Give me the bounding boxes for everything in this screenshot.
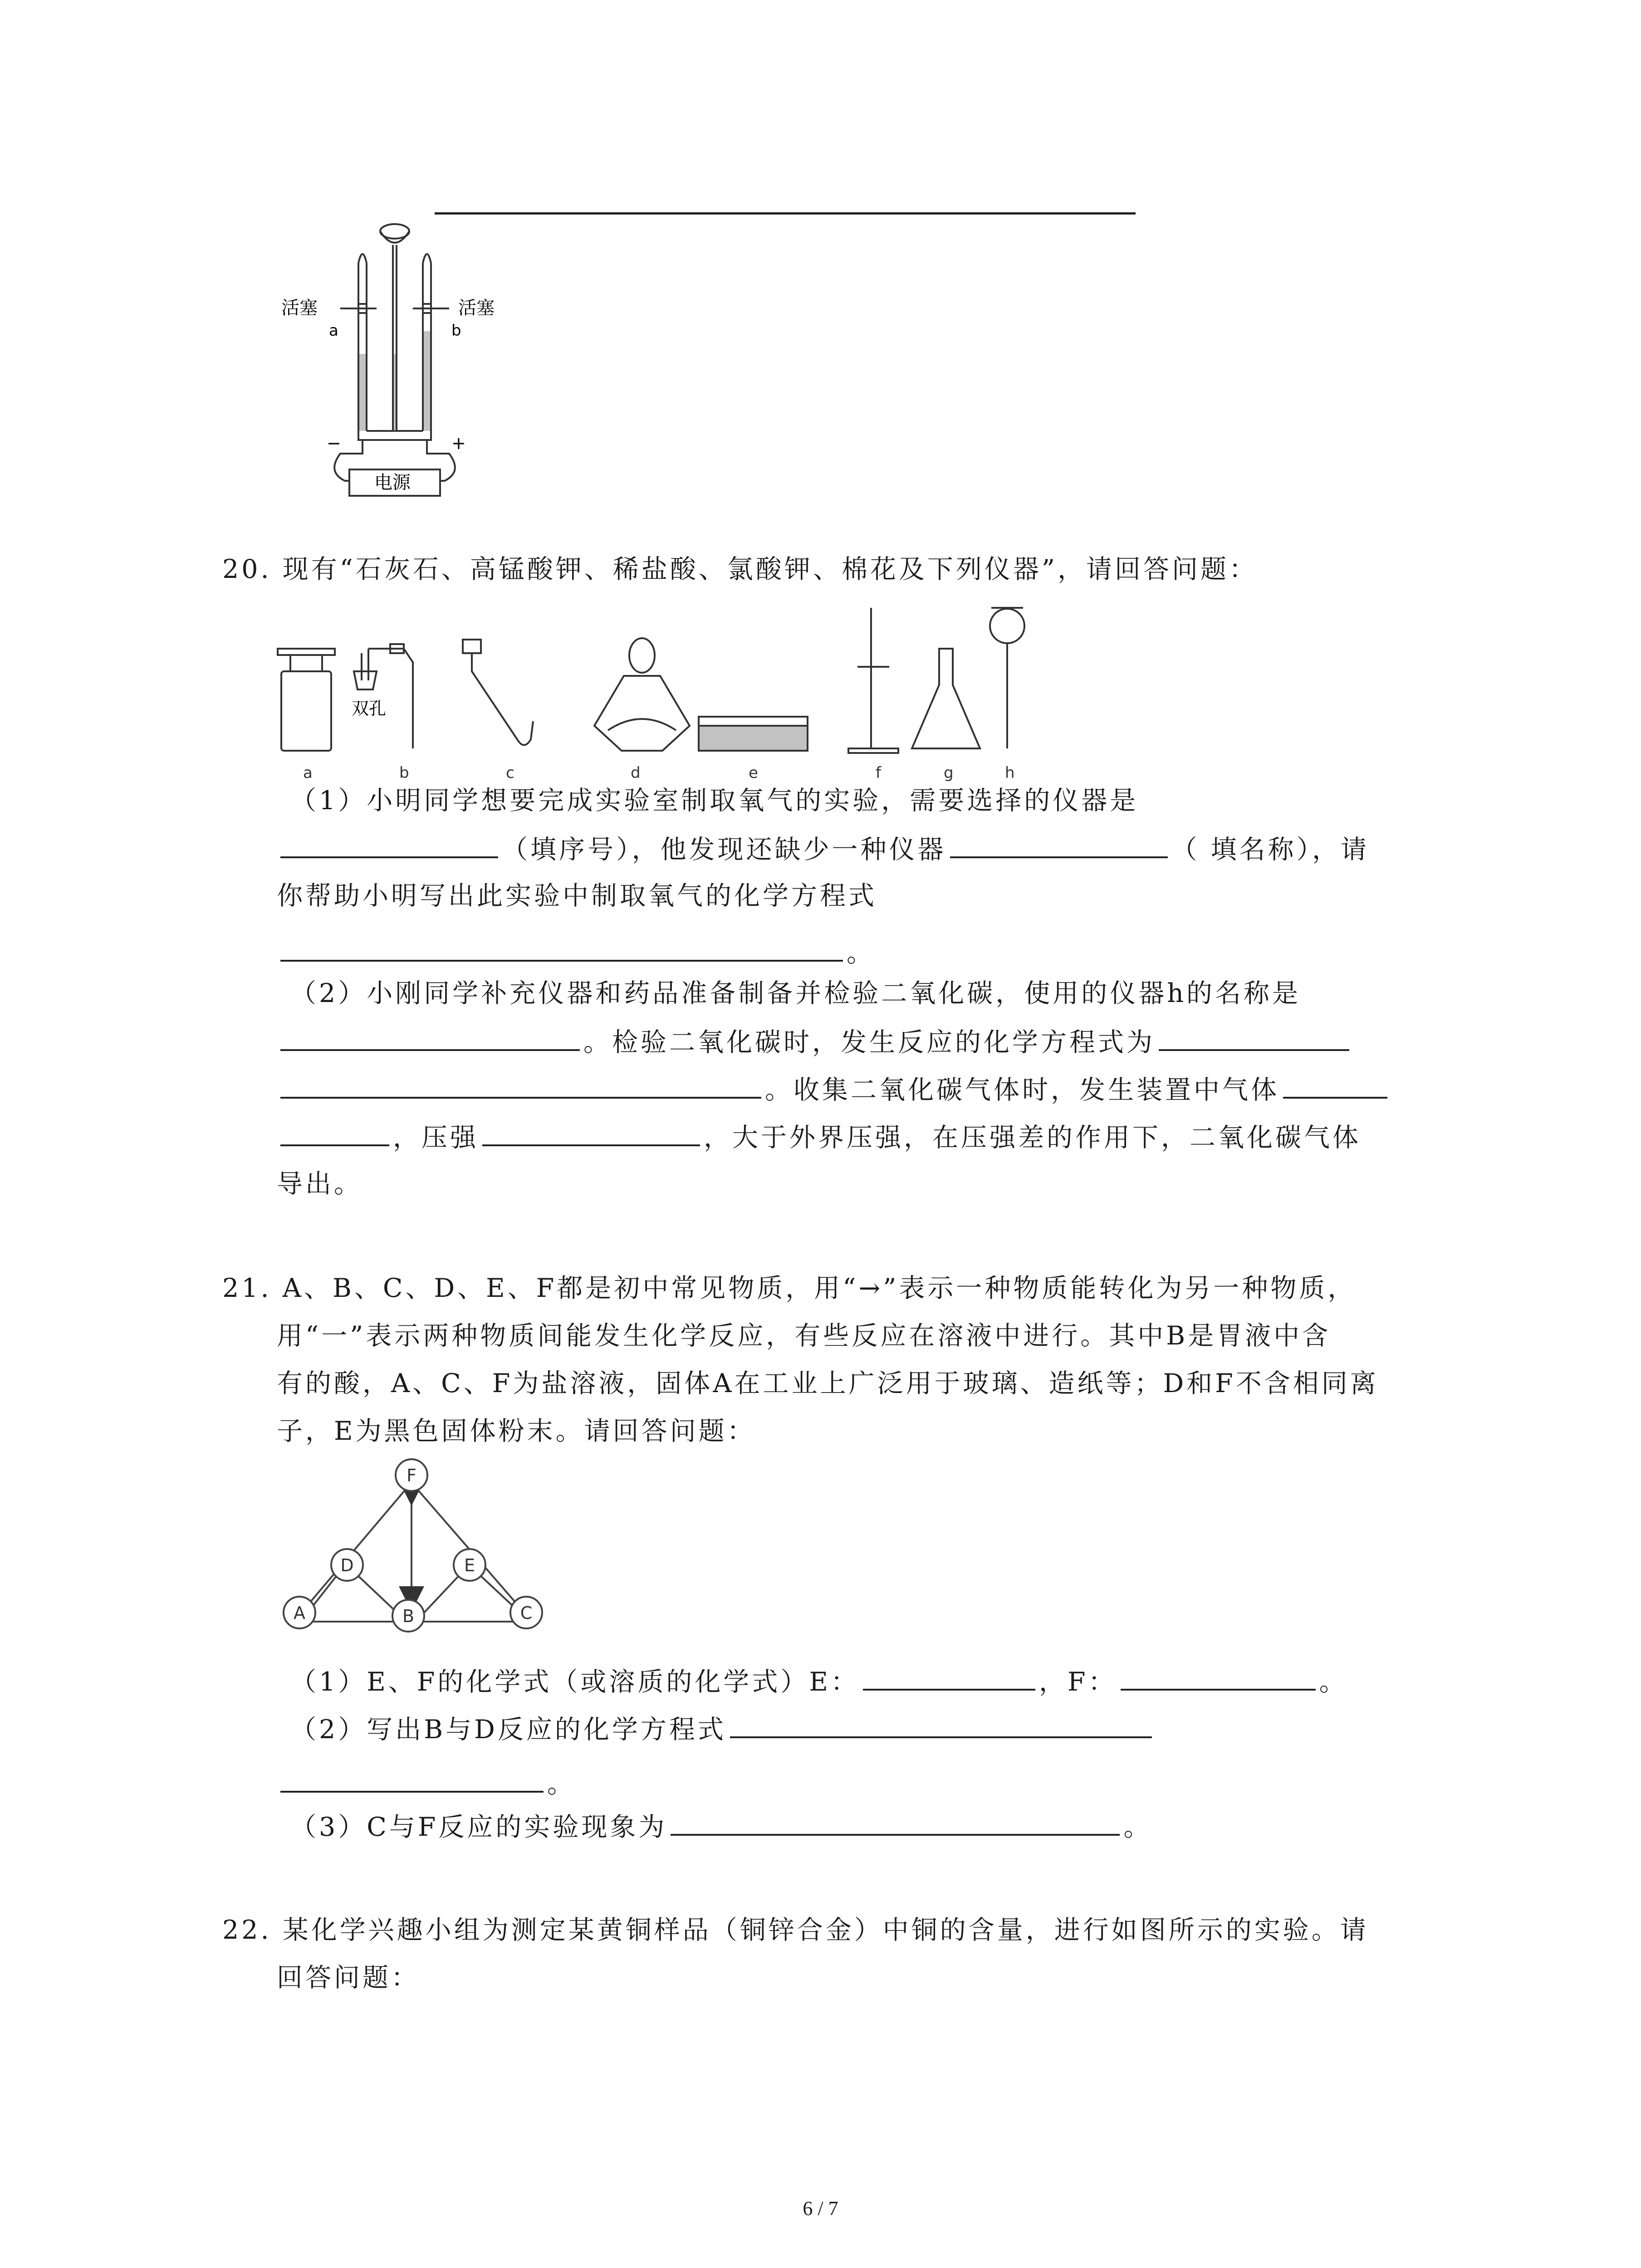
q21-sub2-line2 <box>277 1765 576 1802</box>
blank-gas-change-a <box>1283 1070 1387 1099</box>
q20-part1-line3: 你帮助小明写出此实验中制取氧气的化学方程式 <box>277 881 877 911</box>
blank-instrument-numbers <box>280 830 498 858</box>
q21-s1-b: ，F： <box>1039 1667 1117 1697</box>
q21-stem-line4: 子，E为黑色固体粉末。请回答问题： <box>277 1416 756 1446</box>
q22-number: 22. <box>222 1915 272 1945</box>
blank-E-formula <box>863 1662 1035 1691</box>
q20-p1-l2a: （填序号），他发现还缺少一种仪器 <box>502 835 946 865</box>
q20-p2-l3: 。收集二氧化碳气体时，发生装置中气体 <box>765 1075 1279 1105</box>
node-A: A <box>294 1603 305 1623</box>
blank-C-F-phenomenon <box>671 1808 1120 1836</box>
q22-stem-l1: 某化学兴趣小组为测定某黄铜样品（铜锌合金）中铜的含量，进行如图所示的实验。请 <box>282 1915 1369 1945</box>
node-C: C <box>520 1603 533 1623</box>
q20-p1-l4-end: 。 <box>847 938 875 968</box>
tube-a-label: a <box>329 322 338 340</box>
double-hole-label: 双孔 <box>352 699 387 719</box>
q20-p1-l2b: （ 填名称），请 <box>1171 835 1370 865</box>
q21-s3-a: （3）C与F反应的实验现象为 <box>290 1812 667 1842</box>
blank-B-D-equation-b <box>280 1765 544 1793</box>
q20-part2-line5: 导出。 <box>277 1169 362 1199</box>
blank-instrument-h-name <box>280 1023 580 1051</box>
blank-co2-test-equation-b <box>280 1070 761 1099</box>
apparatus-label-b: b <box>399 764 409 782</box>
q20-p2-l2: 。检验二氧化碳时，发生反应的化学方程式为 <box>583 1027 1155 1057</box>
valve-right-label: 活塞 <box>458 298 495 318</box>
valve-left-label: 活塞 <box>281 298 318 318</box>
power-label: 电源 <box>374 472 411 493</box>
apparatus-label-e: e <box>749 764 758 782</box>
plus-label: + <box>451 433 466 453</box>
q20-part2-line2 <box>277 1023 1353 1061</box>
page-number: 6 / 7 <box>803 2197 838 2219</box>
q21-sub2-line <box>290 1710 1156 1748</box>
blank-missing-instrument <box>950 830 1168 858</box>
q21-stem-line2: 用“一”表示两种物质间能发生化学反应，有些反应在溶液中进行。其中B是胃液中含 <box>277 1321 1331 1351</box>
q20-number: 20. <box>222 554 272 584</box>
minus-label: − <box>327 433 341 453</box>
q21-s1-a: （1）E、F的化学式（或溶质的化学式）E： <box>290 1667 860 1697</box>
q21-sub1-line <box>290 1662 1348 1700</box>
apparatus-label-f: f <box>876 764 881 782</box>
q21-stem-line1 <box>222 1270 1356 1306</box>
q20-part2-line1: （2）小刚同学补充仪器和药品准备制备并检验二氧化碳，使用的仪器h的名称是 <box>290 978 1301 1008</box>
node-F: F <box>407 1466 416 1486</box>
q20-part1-line2 <box>277 830 1369 868</box>
q20-stem: 现有“石灰石、高锰酸钾、稀盐酸、氯酸钾、棉花及下列仪器”，请回答问题： <box>282 554 1258 584</box>
q20-part2-line4 <box>277 1118 1361 1156</box>
q20-part1-line1: （1）小明同学想要完成实验室制取氧气的实验，需要选择的仪器是 <box>290 786 1139 816</box>
answer-blank-top <box>435 212 1136 215</box>
q21-s2-a: （2）写出B与D反应的化学方程式 <box>290 1715 726 1745</box>
apparatus-label-g: g <box>944 764 954 782</box>
apparatus-label-a: a <box>303 764 313 782</box>
q20-stem-line <box>222 551 1258 587</box>
q21-sub3-line <box>290 1808 1152 1845</box>
apparatus-label-c: c <box>506 764 514 782</box>
q22-stem-line1 <box>222 1912 1369 1948</box>
node-B: B <box>402 1606 415 1626</box>
tube-b-label: b <box>451 322 461 340</box>
q20-part1-line4 <box>277 934 875 971</box>
q21-s1-c: 。 <box>1319 1667 1348 1697</box>
apparatus-label-h: h <box>1005 764 1015 782</box>
substance-relation-diagram <box>272 1452 563 1642</box>
node-D: D <box>340 1555 354 1575</box>
electrolysis-apparatus-figure <box>272 218 499 499</box>
q20-p2-l4a: ，压强 <box>393 1123 479 1153</box>
blank-F-formula <box>1121 1662 1316 1691</box>
q20-part2-line3 <box>277 1070 1391 1108</box>
q21-s2-end: 。 <box>547 1769 576 1799</box>
q21-s3-end: 。 <box>1123 1812 1152 1842</box>
apparatus-label-d: d <box>631 764 641 782</box>
blank-oxygen-equation <box>280 934 843 962</box>
q21-stem-line3: 有的酸，A、C、F为盐溶液，固体A在工业上广泛用于玻璃、造纸等；D和F不含相同离 <box>277 1369 1379 1398</box>
blank-pressure <box>482 1118 700 1146</box>
lab-apparatus-figure <box>272 594 1112 785</box>
q21-stem-l1: A、B、C、D、E、F都是初中常见物质，用“→”表示一种物质能转化为另一种物质， <box>282 1273 1357 1303</box>
blank-B-D-equation-a <box>730 1710 1152 1738</box>
blank-co2-test-equation-a <box>1159 1023 1349 1051</box>
q21-number: 21. <box>222 1273 272 1303</box>
node-E: E <box>464 1555 475 1575</box>
q20-p2-l4b: ，大于外界压强，在压强差的作用下，二氧化碳气体 <box>704 1123 1361 1153</box>
blank-gas-change-b <box>280 1118 389 1146</box>
q22-stem-line2: 回答问题： <box>277 1963 420 1993</box>
